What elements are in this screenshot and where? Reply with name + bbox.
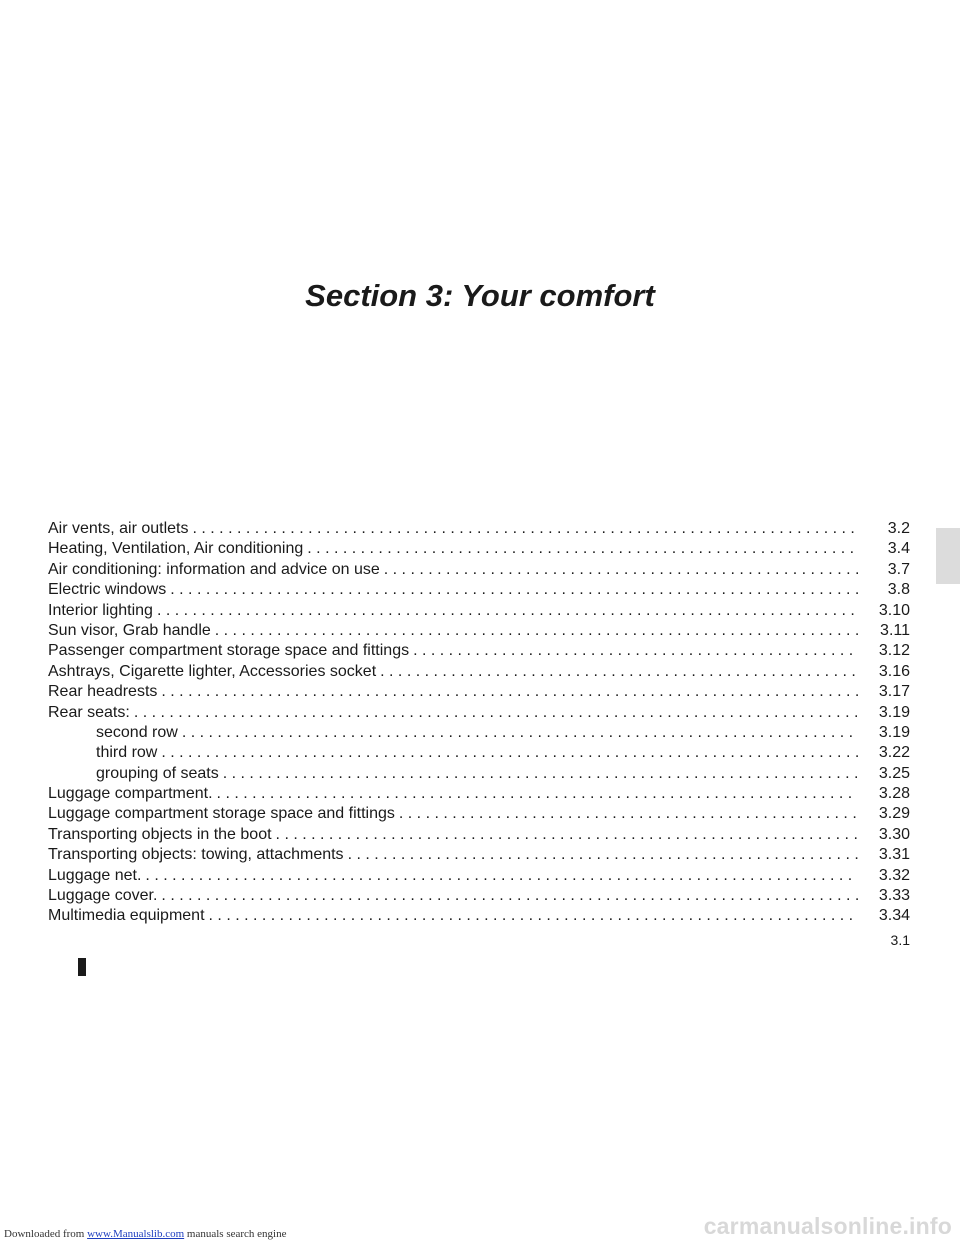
toc-leader-dots xyxy=(145,866,858,886)
toc-leader-dots xyxy=(215,621,858,641)
toc-entry-label: Heating, Ventilation, Air conditioning xyxy=(48,540,304,558)
toc-entry[interactable] xyxy=(48,906,910,926)
toc-leader-dots xyxy=(276,825,858,845)
toc-entry[interactable] xyxy=(48,764,910,784)
toc-entry[interactable] xyxy=(48,743,910,763)
crop-mark xyxy=(78,958,86,976)
toc-entry-page: 3.22 xyxy=(878,744,910,762)
toc-entry[interactable] xyxy=(48,539,910,559)
toc-entry[interactable] xyxy=(48,519,910,539)
toc-leader-dots xyxy=(348,845,858,865)
toc-entry-page: 3.16 xyxy=(878,662,910,680)
toc-entry-page: 3.30 xyxy=(878,825,910,843)
toc-entry-label: grouping of seats xyxy=(96,764,219,782)
toc-entry-page: 3.4 xyxy=(887,540,910,558)
manualslib-link[interactable]: www.Manualslib.com xyxy=(87,1228,185,1240)
toc-entry-label: Luggage cover. xyxy=(48,887,158,905)
toc-entry-page: 3.25 xyxy=(878,764,910,782)
download-footer xyxy=(4,1228,286,1240)
toc-entry-page: 3.12 xyxy=(878,642,910,660)
toc-entry-page: 3.34 xyxy=(878,907,910,925)
toc-entry-label: Luggage compartment storage space and fittings xyxy=(48,805,395,823)
toc-entry[interactable] xyxy=(48,804,910,824)
toc-entry[interactable] xyxy=(48,886,910,906)
toc-leader-dots xyxy=(170,580,858,600)
toc-entry[interactable] xyxy=(48,703,910,723)
toc-entry-page: 3.28 xyxy=(878,785,910,803)
side-tab xyxy=(936,528,960,584)
toc-leader-dots xyxy=(380,662,858,682)
toc-entry-label: Luggage net. xyxy=(48,866,142,884)
watermark: carmanualsonline.info xyxy=(703,1213,952,1239)
toc-entry[interactable] xyxy=(48,825,910,845)
toc-entry[interactable] xyxy=(48,601,910,621)
toc-leader-dots xyxy=(161,682,858,702)
toc-entry-label: Electric windows xyxy=(48,581,167,599)
section-title: Section 3: Your comfort xyxy=(305,278,655,313)
toc-entry[interactable] xyxy=(48,641,910,661)
toc-entry[interactable] xyxy=(48,845,910,865)
toc-entry-page: 3.29 xyxy=(878,805,910,823)
toc-entry[interactable] xyxy=(48,682,910,702)
toc-entry[interactable] xyxy=(48,784,910,804)
toc-leader-dots xyxy=(307,539,858,559)
toc-entry[interactable] xyxy=(48,866,910,886)
toc-leader-dots xyxy=(217,784,858,804)
toc-leader-dots xyxy=(161,886,858,906)
toc-entry[interactable] xyxy=(48,662,910,682)
toc-entry[interactable] xyxy=(48,723,910,743)
toc-leader-dots xyxy=(413,641,858,661)
toc-entry-page: 3.2 xyxy=(887,520,910,537)
toc-entry-label: Multimedia equipment xyxy=(48,907,205,925)
toc-entry-label: Air vents, air outlets xyxy=(48,520,189,537)
toc-entry-page: 3.32 xyxy=(878,866,910,884)
toc-entry-page: 3.8 xyxy=(887,581,910,599)
page-number: 3.1 xyxy=(890,932,910,948)
toc-leader-dots xyxy=(384,560,858,580)
table-of-contents xyxy=(48,519,910,927)
toc-leader-dots xyxy=(157,601,858,621)
toc-leader-dots xyxy=(193,519,859,539)
toc-entry-label: third row xyxy=(96,744,158,762)
toc-entry[interactable] xyxy=(48,580,910,600)
toc-entry-page: 3.10 xyxy=(878,601,910,619)
toc-entry-label: Rear seats: xyxy=(48,703,130,721)
toc-entry-page: 3.31 xyxy=(878,846,910,864)
toc-entry-page: 3.11 xyxy=(880,621,910,639)
toc-entry-label: Luggage compartment. xyxy=(48,785,213,803)
toc-entry-label: Transporting objects: towing, attachments xyxy=(48,846,344,864)
toc-entry-label: Passenger compartment storage space and fittings xyxy=(48,642,410,660)
toc-entry-label: second row xyxy=(96,723,178,741)
toc-entry-label: Interior lighting xyxy=(48,601,153,619)
toc-leader-dots xyxy=(399,804,858,824)
toc-entry-page: 3.33 xyxy=(878,887,910,905)
toc-entry-page: 3.19 xyxy=(878,723,910,741)
toc-leader-dots xyxy=(134,703,858,723)
toc-entry-page: 3.19 xyxy=(878,703,910,721)
toc-entry[interactable] xyxy=(48,621,910,641)
toc-entry[interactable] xyxy=(48,560,910,580)
toc-entry-label: Transporting objects in the boot xyxy=(48,825,272,843)
toc-leader-dots xyxy=(182,723,858,743)
toc-entry-page: 3.7 xyxy=(887,560,910,578)
toc-entry-label: Sun visor, Grab handle xyxy=(48,621,211,639)
toc-entry-label: Ashtrays, Cigarette lighter, Accessories socket xyxy=(48,662,377,680)
toc-entry-label: Air conditioning: information and advice on use xyxy=(48,560,380,578)
toc-leader-dots xyxy=(209,906,858,926)
toc-leader-dots xyxy=(161,743,858,763)
footer-prefix: Downloaded from xyxy=(4,1228,85,1240)
footer-suffix: manuals search engine xyxy=(186,1228,287,1240)
toc-leader-dots xyxy=(223,764,858,784)
toc-entry-page: 3.17 xyxy=(878,683,910,701)
toc-entry-label: Rear headrests xyxy=(48,683,158,701)
